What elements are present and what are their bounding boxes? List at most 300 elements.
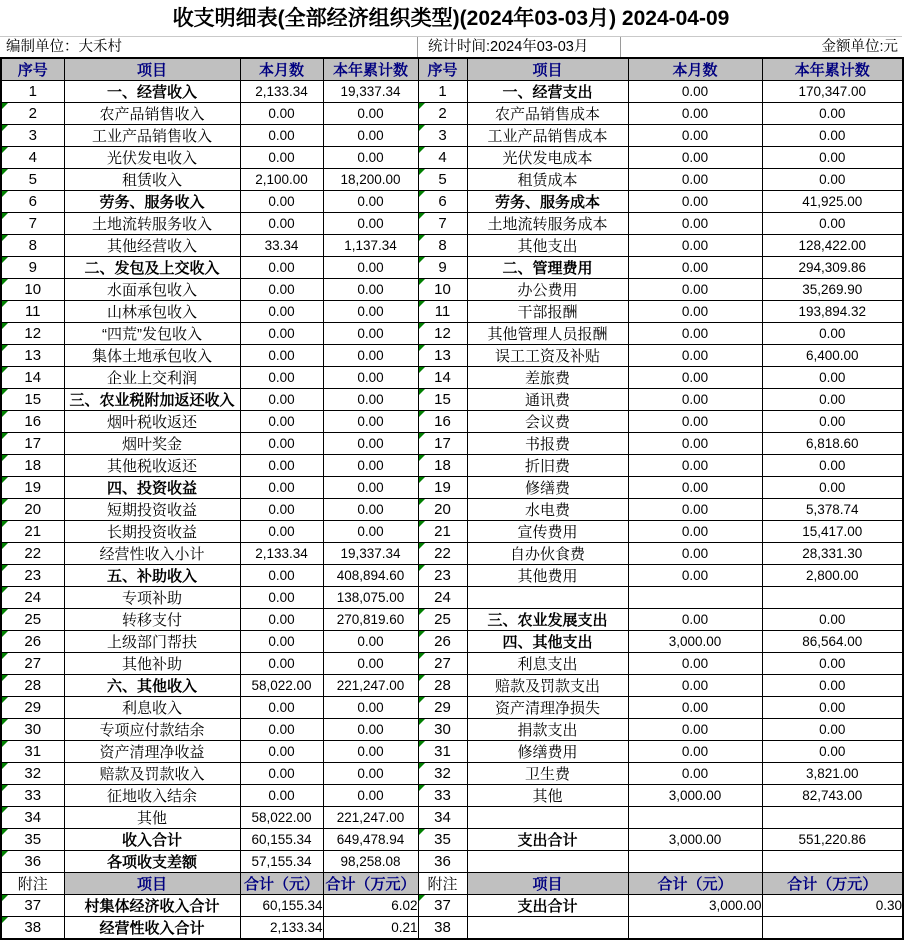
cell-error-triangle-icon xyxy=(2,279,8,285)
cell-error-triangle-icon xyxy=(2,147,8,153)
item-cell-right: 资产清理净损失 xyxy=(467,697,628,719)
item-cell-left: 五、补助收入 xyxy=(64,565,240,587)
month-value-right xyxy=(628,587,762,609)
item-cell-left: 工业产品销售收入 xyxy=(64,125,240,147)
month-value-left: 0.00 xyxy=(240,389,323,411)
col-header-item-right: 项目 xyxy=(467,58,628,81)
item-cell-left: 租赁收入 xyxy=(64,169,240,191)
seq-cell-left: 28 xyxy=(1,675,64,697)
note-total-yuan-header-right: 合计（元） xyxy=(628,873,762,895)
seq-cell-left: 25 xyxy=(1,609,64,631)
ytd-value-right: 0.00 xyxy=(762,147,903,169)
ytd-value-left: 0.00 xyxy=(323,521,418,543)
ytd-value-right: 0.00 xyxy=(762,675,903,697)
col-header-item-left: 项目 xyxy=(64,58,240,81)
info-bar xyxy=(0,37,902,57)
seq-cell-left: 14 xyxy=(1,367,64,389)
item-cell-right: 租赁成本 xyxy=(467,169,628,191)
seq-cell-left: 8 xyxy=(1,235,64,257)
month-value-left: 0.00 xyxy=(240,697,323,719)
ytd-value-right: 193,894.32 xyxy=(762,301,903,323)
ytd-value-left: 408,894.60 xyxy=(323,565,418,587)
note-row xyxy=(1,895,903,917)
item-cell-left: 山林承包收入 xyxy=(64,301,240,323)
table-row xyxy=(1,389,903,411)
report-table xyxy=(0,57,904,940)
ytd-value-right: 0.00 xyxy=(762,169,903,191)
compiling-unit-label: 编制单位：大禾村 xyxy=(6,39,122,55)
seq-cell-right: 20 xyxy=(418,499,467,521)
seq-cell-left: 16 xyxy=(1,411,64,433)
seq-cell-right: 37 xyxy=(418,895,467,917)
ytd-value-left: 649,478.94 xyxy=(323,829,418,851)
total-yuan-value-left: 2,133.34 xyxy=(240,917,323,940)
cell-error-triangle-icon xyxy=(2,829,8,835)
cell-error-triangle-icon xyxy=(2,587,8,593)
seq-cell-right: 33 xyxy=(418,785,467,807)
seq-cell-right: 2 xyxy=(418,103,467,125)
item-cell-left: 企业上交利润 xyxy=(64,367,240,389)
cell-error-triangle-icon xyxy=(2,675,8,681)
ytd-value-left: 19,337.34 xyxy=(323,543,418,565)
seq-cell-left: 30 xyxy=(1,719,64,741)
table-row xyxy=(1,367,903,389)
table-row xyxy=(1,235,903,257)
ytd-value-left: 19,337.34 xyxy=(323,81,418,103)
item-cell-right: 办公费用 xyxy=(467,279,628,301)
seq-cell-right: 3 xyxy=(418,125,467,147)
cell-error-triangle-icon xyxy=(2,697,8,703)
table-row xyxy=(1,565,903,587)
cell-error-triangle-icon xyxy=(419,565,425,571)
table-row xyxy=(1,653,903,675)
seq-cell-right: 6 xyxy=(418,191,467,213)
ytd-value-right: 15,417.00 xyxy=(762,521,903,543)
info-divider xyxy=(620,37,621,57)
ytd-value-left: 221,247.00 xyxy=(323,675,418,697)
seq-cell-right: 10 xyxy=(418,279,467,301)
cell-error-triangle-icon xyxy=(2,367,8,373)
ytd-value-right: 0.00 xyxy=(762,411,903,433)
cell-error-triangle-icon xyxy=(2,763,8,769)
item-cell-right xyxy=(467,851,628,873)
ytd-value-right: 0.00 xyxy=(762,323,903,345)
ytd-value-right: 0.00 xyxy=(762,477,903,499)
table-row xyxy=(1,345,903,367)
table-row xyxy=(1,785,903,807)
seq-cell-left: 38 xyxy=(1,917,64,940)
month-value-right: 0.00 xyxy=(628,279,762,301)
cell-error-triangle-icon xyxy=(419,741,425,747)
month-value-right: 0.00 xyxy=(628,235,762,257)
item-cell-right: 其他 xyxy=(467,785,628,807)
item-cell-right: 利息支出 xyxy=(467,653,628,675)
item-cell-left: 一、经营收入 xyxy=(64,81,240,103)
seq-cell-left: 4 xyxy=(1,147,64,169)
seq-cell-right: 38 xyxy=(418,917,467,940)
cell-error-triangle-icon xyxy=(2,719,8,725)
ytd-value-right: 5,378.74 xyxy=(762,499,903,521)
item-cell-right: 支出合计 xyxy=(467,829,628,851)
cell-error-triangle-icon xyxy=(2,499,8,505)
item-cell-left: 烟叶税收返还 xyxy=(64,411,240,433)
seq-cell-left: 3 xyxy=(1,125,64,147)
col-header-month-left: 本月数 xyxy=(240,58,323,81)
item-cell-left: 六、其他收入 xyxy=(64,675,240,697)
ytd-value-left: 0.00 xyxy=(323,719,418,741)
seq-cell-right: 34 xyxy=(418,807,467,829)
cell-error-triangle-icon xyxy=(419,301,425,307)
month-value-left: 0.00 xyxy=(240,301,323,323)
seq-cell-right: 8 xyxy=(418,235,467,257)
ytd-value-left: 0.00 xyxy=(323,389,418,411)
table-row xyxy=(1,191,903,213)
seq-cell-right: 24 xyxy=(418,587,467,609)
table-row xyxy=(1,741,903,763)
page-title: 收支明细表(全部经济组织类型)(2024年03-03月) 2024-04-09 xyxy=(0,0,902,37)
cell-error-triangle-icon xyxy=(419,411,425,417)
table-row xyxy=(1,103,903,125)
table-row xyxy=(1,807,903,829)
item-cell-left: 其他 xyxy=(64,807,240,829)
seq-cell-left: 32 xyxy=(1,763,64,785)
ytd-value-right: 6,400.00 xyxy=(762,345,903,367)
ytd-value-right: 0.00 xyxy=(762,389,903,411)
ytd-value-right xyxy=(762,587,903,609)
cell-error-triangle-icon xyxy=(419,499,425,505)
cell-error-triangle-icon xyxy=(2,565,8,571)
ytd-value-left: 98,258.08 xyxy=(323,851,418,873)
ytd-value-right: 0.00 xyxy=(762,741,903,763)
cell-error-triangle-icon xyxy=(419,785,425,791)
item-cell-right: 误工工资及补贴 xyxy=(467,345,628,367)
table-row xyxy=(1,301,903,323)
month-value-left: 0.00 xyxy=(240,411,323,433)
month-value-right: 3,000.00 xyxy=(628,785,762,807)
month-value-right: 0.00 xyxy=(628,521,762,543)
ytd-value-left: 0.00 xyxy=(323,653,418,675)
ytd-value-right: 28,331.30 xyxy=(762,543,903,565)
total-wan-value-left: 0.21 xyxy=(323,917,418,940)
cell-error-triangle-icon xyxy=(419,279,425,285)
cell-error-triangle-icon xyxy=(2,543,8,549)
seq-cell-left: 6 xyxy=(1,191,64,213)
month-value-left: 58,022.00 xyxy=(240,675,323,697)
seq-cell-right: 5 xyxy=(418,169,467,191)
column-header-row xyxy=(1,58,903,81)
seq-cell-left: 27 xyxy=(1,653,64,675)
seq-cell-left: 12 xyxy=(1,323,64,345)
ytd-value-right xyxy=(762,807,903,829)
item-cell-right xyxy=(467,587,628,609)
ytd-value-left: 0.00 xyxy=(323,345,418,367)
month-value-left: 0.00 xyxy=(240,367,323,389)
cell-error-triangle-icon xyxy=(2,895,8,901)
ytd-value-right: 551,220.86 xyxy=(762,829,903,851)
month-value-left: 0.00 xyxy=(240,125,323,147)
seq-cell-right: 14 xyxy=(418,367,467,389)
seq-cell-right: 19 xyxy=(418,477,467,499)
item-cell-right: 支出合计 xyxy=(467,895,628,917)
seq-cell-left: 23 xyxy=(1,565,64,587)
item-cell-left: 集体土地承包收入 xyxy=(64,345,240,367)
cell-error-triangle-icon xyxy=(419,543,425,549)
item-cell-right: 修缮费 xyxy=(467,477,628,499)
cell-error-triangle-icon xyxy=(419,125,425,131)
item-cell-right: 土地流转服务成本 xyxy=(467,213,628,235)
seq-cell-left: 1 xyxy=(1,81,64,103)
seq-cell-right: 17 xyxy=(418,433,467,455)
cell-error-triangle-icon xyxy=(2,785,8,791)
seq-cell-left: 2 xyxy=(1,103,64,125)
month-value-left: 0.00 xyxy=(240,323,323,345)
col-header-ytd-left: 本年累计数 xyxy=(323,58,418,81)
item-cell-right: 水电费 xyxy=(467,499,628,521)
total-yuan-value-right: 3,000.00 xyxy=(628,895,762,917)
table-row xyxy=(1,609,903,631)
item-cell-right: 一、经营支出 xyxy=(467,81,628,103)
seq-cell-right: 30 xyxy=(418,719,467,741)
ytd-value-right: 2,800.00 xyxy=(762,565,903,587)
ytd-value-left: 0.00 xyxy=(323,103,418,125)
cell-error-triangle-icon xyxy=(419,521,425,527)
item-cell-left: 利息收入 xyxy=(64,697,240,719)
ytd-value-left: 0.00 xyxy=(323,785,418,807)
ytd-value-left: 0.00 xyxy=(323,279,418,301)
seq-cell-right: 4 xyxy=(418,147,467,169)
ytd-value-right: 128,422.00 xyxy=(762,235,903,257)
month-value-left: 0.00 xyxy=(240,521,323,543)
cell-error-triangle-icon xyxy=(419,235,425,241)
ytd-value-right: 41,925.00 xyxy=(762,191,903,213)
seq-cell-left: 20 xyxy=(1,499,64,521)
ytd-value-right: 86,564.00 xyxy=(762,631,903,653)
ytd-value-left: 0.00 xyxy=(323,477,418,499)
month-value-right: 0.00 xyxy=(628,81,762,103)
month-value-right: 0.00 xyxy=(628,389,762,411)
ytd-value-left: 0.00 xyxy=(323,147,418,169)
seq-cell-left: 15 xyxy=(1,389,64,411)
cell-error-triangle-icon xyxy=(2,433,8,439)
cell-error-triangle-icon xyxy=(419,631,425,637)
col-header-seq-right: 序号 xyxy=(418,58,467,81)
cell-error-triangle-icon xyxy=(419,213,425,219)
seq-cell-right: 1 xyxy=(418,81,467,103)
month-value-left: 0.00 xyxy=(240,257,323,279)
seq-cell-left: 35 xyxy=(1,829,64,851)
ytd-value-right: 0.00 xyxy=(762,455,903,477)
item-cell-right: 赔款及罚款支出 xyxy=(467,675,628,697)
cell-error-triangle-icon xyxy=(419,719,425,725)
cell-error-triangle-icon xyxy=(419,609,425,615)
table-row xyxy=(1,279,903,301)
seq-cell-right: 22 xyxy=(418,543,467,565)
ytd-value-right: 0.00 xyxy=(762,609,903,631)
month-value-left: 0.00 xyxy=(240,719,323,741)
month-value-left: 0.00 xyxy=(240,741,323,763)
month-value-left: 0.00 xyxy=(240,433,323,455)
month-value-right: 0.00 xyxy=(628,301,762,323)
note-header-row xyxy=(1,873,903,895)
month-value-left: 0.00 xyxy=(240,499,323,521)
month-value-left: 2,100.00 xyxy=(240,169,323,191)
table-row xyxy=(1,763,903,785)
col-header-seq-left: 序号 xyxy=(1,58,64,81)
total-yuan-value-right xyxy=(628,917,762,940)
seq-cell-left: 5 xyxy=(1,169,64,191)
ytd-value-right: 294,309.86 xyxy=(762,257,903,279)
item-cell-left: 各项收支差额 xyxy=(64,851,240,873)
item-cell-right: 自办伙食费 xyxy=(467,543,628,565)
cell-error-triangle-icon xyxy=(2,807,8,813)
cell-error-triangle-icon xyxy=(2,235,8,241)
cell-error-triangle-icon xyxy=(419,389,425,395)
ytd-value-left: 0.00 xyxy=(323,631,418,653)
item-cell-right: 三、农业发展支出 xyxy=(467,609,628,631)
seq-cell-left: 37 xyxy=(1,895,64,917)
ytd-value-left: 270,819.60 xyxy=(323,609,418,631)
month-value-right: 0.00 xyxy=(628,213,762,235)
cell-error-triangle-icon xyxy=(2,213,8,219)
ytd-value-left: 0.00 xyxy=(323,367,418,389)
item-cell-right: 干部报酬 xyxy=(467,301,628,323)
table-row xyxy=(1,719,903,741)
cell-error-triangle-icon xyxy=(419,829,425,835)
note-item-header-right: 项目 xyxy=(467,873,628,895)
cell-error-triangle-icon xyxy=(419,147,425,153)
col-header-month-right: 本月数 xyxy=(628,58,762,81)
seq-cell-right: 11 xyxy=(418,301,467,323)
total-wan-value-right xyxy=(762,917,903,940)
cell-error-triangle-icon xyxy=(2,477,8,483)
seq-cell-left: 21 xyxy=(1,521,64,543)
cell-error-triangle-icon xyxy=(419,675,425,681)
item-cell-right: 四、其他支出 xyxy=(467,631,628,653)
cell-error-triangle-icon xyxy=(2,521,8,527)
cell-error-triangle-icon xyxy=(2,631,8,637)
cell-error-triangle-icon xyxy=(2,257,8,263)
item-cell-right: 光伏发电成本 xyxy=(467,147,628,169)
seq-cell-right: 26 xyxy=(418,631,467,653)
table-row xyxy=(1,477,903,499)
month-value-right xyxy=(628,807,762,829)
month-value-right: 0.00 xyxy=(628,653,762,675)
cell-error-triangle-icon xyxy=(419,169,425,175)
item-cell-left: 四、投资收益 xyxy=(64,477,240,499)
cell-error-triangle-icon xyxy=(419,433,425,439)
note-label-left: 附注 xyxy=(1,873,64,895)
cell-error-triangle-icon xyxy=(2,389,8,395)
item-cell-right: 折旧费 xyxy=(467,455,628,477)
cell-error-triangle-icon xyxy=(2,125,8,131)
ytd-value-left: 0.00 xyxy=(323,741,418,763)
month-value-right: 0.00 xyxy=(628,719,762,741)
seq-cell-right: 7 xyxy=(418,213,467,235)
month-value-right: 3,000.00 xyxy=(628,631,762,653)
ytd-value-right: 3,821.00 xyxy=(762,763,903,785)
seq-cell-left: 17 xyxy=(1,433,64,455)
month-value-left: 0.00 xyxy=(240,345,323,367)
table-row xyxy=(1,499,903,521)
month-value-left: 0.00 xyxy=(240,213,323,235)
month-value-right: 0.00 xyxy=(628,323,762,345)
ytd-value-right: 0.00 xyxy=(762,719,903,741)
month-value-right: 0.00 xyxy=(628,763,762,785)
note-row xyxy=(1,917,903,940)
month-value-right: 0.00 xyxy=(628,609,762,631)
item-cell-right: 捐款支出 xyxy=(467,719,628,741)
month-value-left: 0.00 xyxy=(240,587,323,609)
item-cell-left: 农产品销售收入 xyxy=(64,103,240,125)
item-cell-left: 其他经营收入 xyxy=(64,235,240,257)
month-value-left: 0.00 xyxy=(240,653,323,675)
month-value-left: 0.00 xyxy=(240,565,323,587)
item-cell-right: 宣传费用 xyxy=(467,521,628,543)
seq-cell-left: 36 xyxy=(1,851,64,873)
item-cell-left: 短期投资收益 xyxy=(64,499,240,521)
seq-cell-right: 12 xyxy=(418,323,467,345)
info-divider xyxy=(417,37,418,57)
item-cell-right: 书报费 xyxy=(467,433,628,455)
item-cell-right: 修缮费用 xyxy=(467,741,628,763)
month-value-left: 0.00 xyxy=(240,477,323,499)
month-value-right: 0.00 xyxy=(628,103,762,125)
month-value-right: 0.00 xyxy=(628,169,762,191)
ytd-value-left: 0.00 xyxy=(323,257,418,279)
ytd-value-left: 0.00 xyxy=(323,213,418,235)
cell-error-triangle-icon xyxy=(419,191,425,197)
note-total-yuan-header-left: 合计（元） xyxy=(240,873,323,895)
month-value-right: 0.00 xyxy=(628,499,762,521)
month-value-left: 33.34 xyxy=(240,235,323,257)
cell-error-triangle-icon xyxy=(419,323,425,329)
month-value-left: 58,022.00 xyxy=(240,807,323,829)
month-value-right: 0.00 xyxy=(628,543,762,565)
cell-error-triangle-icon xyxy=(2,455,8,461)
seq-cell-left: 22 xyxy=(1,543,64,565)
month-value-right: 0.00 xyxy=(628,697,762,719)
cell-error-triangle-icon xyxy=(419,367,425,373)
month-value-left: 0.00 xyxy=(240,763,323,785)
item-cell-left: 经营性收入小计 xyxy=(64,543,240,565)
item-cell-right: 其他费用 xyxy=(467,565,628,587)
seq-cell-left: 34 xyxy=(1,807,64,829)
item-cell-left: 上级部门帮扶 xyxy=(64,631,240,653)
table-row xyxy=(1,433,903,455)
item-cell-right: 农产品销售成本 xyxy=(467,103,628,125)
seq-cell-left: 29 xyxy=(1,697,64,719)
seq-cell-left: 11 xyxy=(1,301,64,323)
table-row xyxy=(1,675,903,697)
month-value-left: 2,133.34 xyxy=(240,81,323,103)
table-row xyxy=(1,829,903,851)
item-cell-left: 专项补助 xyxy=(64,587,240,609)
col-header-ytd-right: 本年累计数 xyxy=(762,58,903,81)
table-row xyxy=(1,587,903,609)
note-label-right: 附注 xyxy=(418,873,467,895)
item-cell-left: 长期投资收益 xyxy=(64,521,240,543)
table-row xyxy=(1,323,903,345)
seq-cell-left: 18 xyxy=(1,455,64,477)
item-cell-left: 二、发包及上交收入 xyxy=(64,257,240,279)
ytd-value-right: 82,743.00 xyxy=(762,785,903,807)
ytd-value-left: 0.00 xyxy=(323,323,418,345)
item-cell-left: 专项应付款结余 xyxy=(64,719,240,741)
item-cell-left: 水面承包收入 xyxy=(64,279,240,301)
cell-error-triangle-icon xyxy=(2,323,8,329)
ytd-value-left: 0.00 xyxy=(323,763,418,785)
seq-cell-right: 35 xyxy=(418,829,467,851)
